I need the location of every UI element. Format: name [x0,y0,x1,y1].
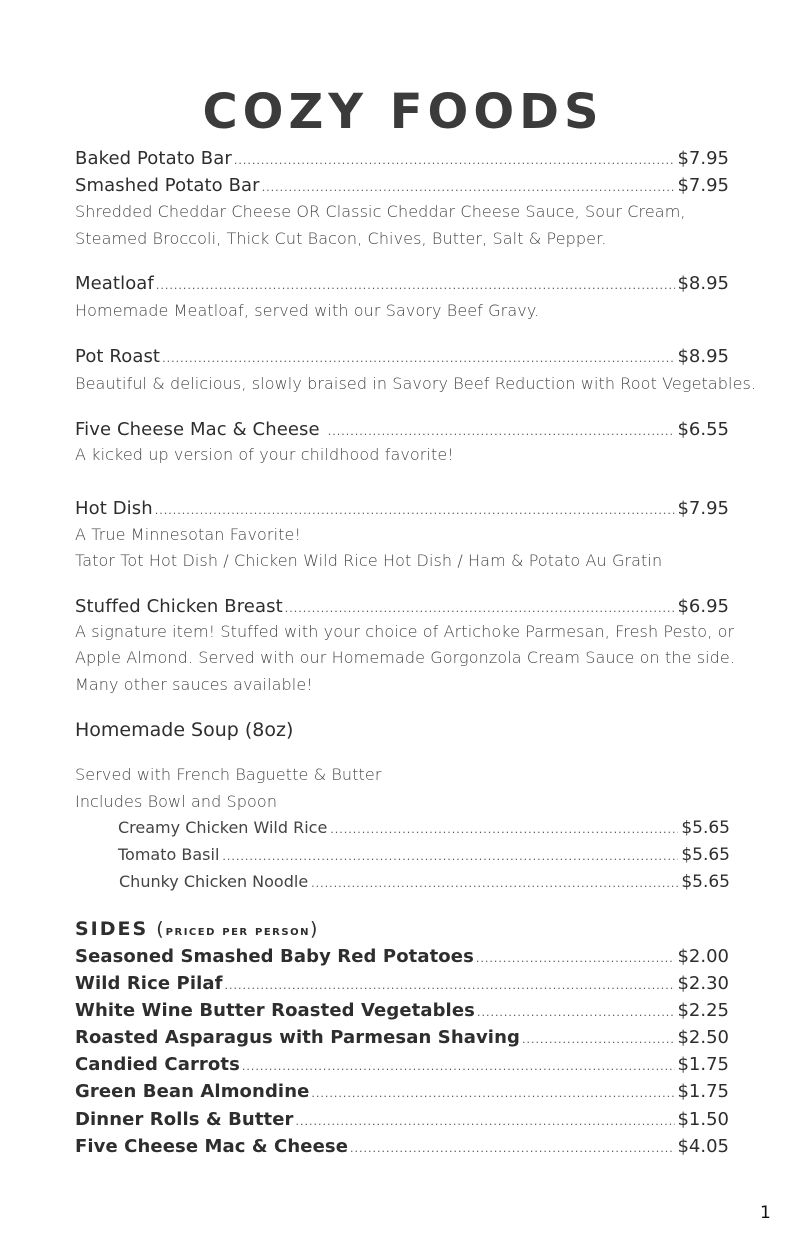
side-price: $2.50 [677,1027,729,1048]
side-item [75,1027,729,1048]
side-item [75,1054,729,1075]
item-name: Smashed Potato Bar [75,175,260,196]
side-name: White Wine Butter Roasted Vegetables [75,1000,475,1021]
soup-option-price: $5.65 [681,872,730,892]
soup-option [118,845,730,865]
dot-leader [225,979,676,992]
item-description: A signature item! Stuffed with your choice of Artichoke Parmesan, Fresh Pesto, or [75,622,735,641]
menu-item-meatloaf [75,273,729,294]
soup-option-price: $5.65 [681,818,730,838]
sides-subtitle-close: ) [309,918,320,940]
item-description: A True Minnesotan Favorite! [75,525,301,544]
side-name: Roasted Asparagus with Parmesan Shaving [75,1027,520,1048]
menu-item-baked-potato-bar [75,148,729,169]
item-name: Meatloaf [75,273,154,294]
dot-leader [296,1115,676,1128]
side-name: Green Bean Almondine [75,1081,310,1102]
soup-option-name: Creamy Chicken Wild Rice [118,818,328,837]
dot-leader [162,352,675,365]
menu-item-smashed-potato-bar [75,175,729,196]
item-description: Tator Tot Hot Dish / Chicken Wild Rice Hot Dish / Ham & Potato Au Gratin [75,551,663,570]
page-title: COZY FOODS [202,84,604,140]
sides-heading [75,918,319,940]
side-item [75,1109,729,1130]
side-item [75,973,729,994]
dot-leader [262,181,676,194]
side-name: Wild Rice Pilaf [75,973,223,994]
menu-item-pot-roast [75,346,729,367]
side-price: $1.75 [677,1054,729,1075]
item-description: Many other sauces available! [75,675,313,694]
soup-description: Served with French Baguette & Butter [75,765,382,784]
item-description: Apple Almond. Served with our Homemade Gorgonzola Cream Sauce on the side. [75,648,736,667]
side-price: $2.00 [677,946,729,967]
dot-leader [476,952,676,965]
item-price: $8.95 [677,346,729,367]
dot-leader [328,425,676,438]
side-price: $1.50 [677,1109,729,1130]
dot-leader [242,1060,676,1073]
item-name: Five Cheese Mac & Cheese [75,419,320,440]
item-description: Steamed Broccoli, Thick Cut Bacon, Chives, Butter, Salt & Pepper. [75,229,607,248]
side-name: Seasoned Smashed Baby Red Potatoes [75,946,474,967]
item-price: $7.95 [677,498,729,519]
side-price: $1.75 [677,1081,729,1102]
dot-leader [155,504,676,517]
side-name: Candied Carrots [75,1054,240,1075]
item-name: Hot Dish [75,498,153,519]
side-name: Five Cheese Mac & Cheese [75,1136,349,1157]
side-price: $4.05 [677,1136,729,1157]
dot-leader [477,1006,676,1019]
soup-option-price: $5.65 [681,845,730,865]
dot-leader [222,850,678,863]
soup-option [119,872,730,892]
side-item [75,1081,729,1102]
item-description: Shredded Cheddar Cheese OR Classic Cheddar Cheese Sauce, Sour Cream, [75,202,686,221]
item-description: Beautiful & delicious, slowly braised in Savory Beef Reduction with Root Vegetables. [75,374,757,393]
dot-leader [522,1033,675,1046]
side-item [75,1136,729,1157]
soup-heading: Homemade Soup (8oz) [75,719,294,741]
side-item [75,946,729,967]
item-price: $8.95 [677,273,729,294]
soup-description: Includes Bowl and Spoon [75,792,278,811]
sides-title: SIDES [75,918,149,940]
item-name: Stuffed Chicken Breast [75,596,283,617]
menu-item-mac-and-cheese [75,419,729,440]
soup-option-name: Tomato Basil [118,845,220,864]
item-price: $6.95 [677,596,729,617]
side-name: Dinner Rolls & Butter [75,1109,294,1130]
dot-leader [156,279,676,292]
dot-leader [350,1142,675,1155]
dot-leader [311,877,678,890]
soup-option-name: Chunky Chicken Noodle [119,872,309,891]
item-description: Homemade Meatloaf, served with our Savory Beef Gravy. [75,301,540,320]
item-name: Baked Potato Bar [75,148,232,169]
item-price: $7.95 [677,148,729,169]
dot-leader [234,154,676,167]
sides-subtitle-open: ( [156,918,166,940]
soup-option [118,818,730,838]
item-description: A kicked up version of your childhood favorite! [75,445,454,464]
dot-leader [330,823,678,836]
side-price: $2.25 [677,1000,729,1021]
item-price: $6.55 [677,419,729,440]
sides-subtitle: priced per person [165,923,310,939]
menu-item-hot-dish [75,498,729,519]
page-number: 1 [760,1203,771,1223]
item-price: $7.95 [677,175,729,196]
dot-leader [311,1087,675,1100]
item-name: Pot Roast [75,346,161,367]
dot-leader [285,602,676,615]
menu-item-stuffed-chicken-breast [75,596,729,617]
side-price: $2.30 [677,973,729,994]
side-item [75,1000,729,1021]
